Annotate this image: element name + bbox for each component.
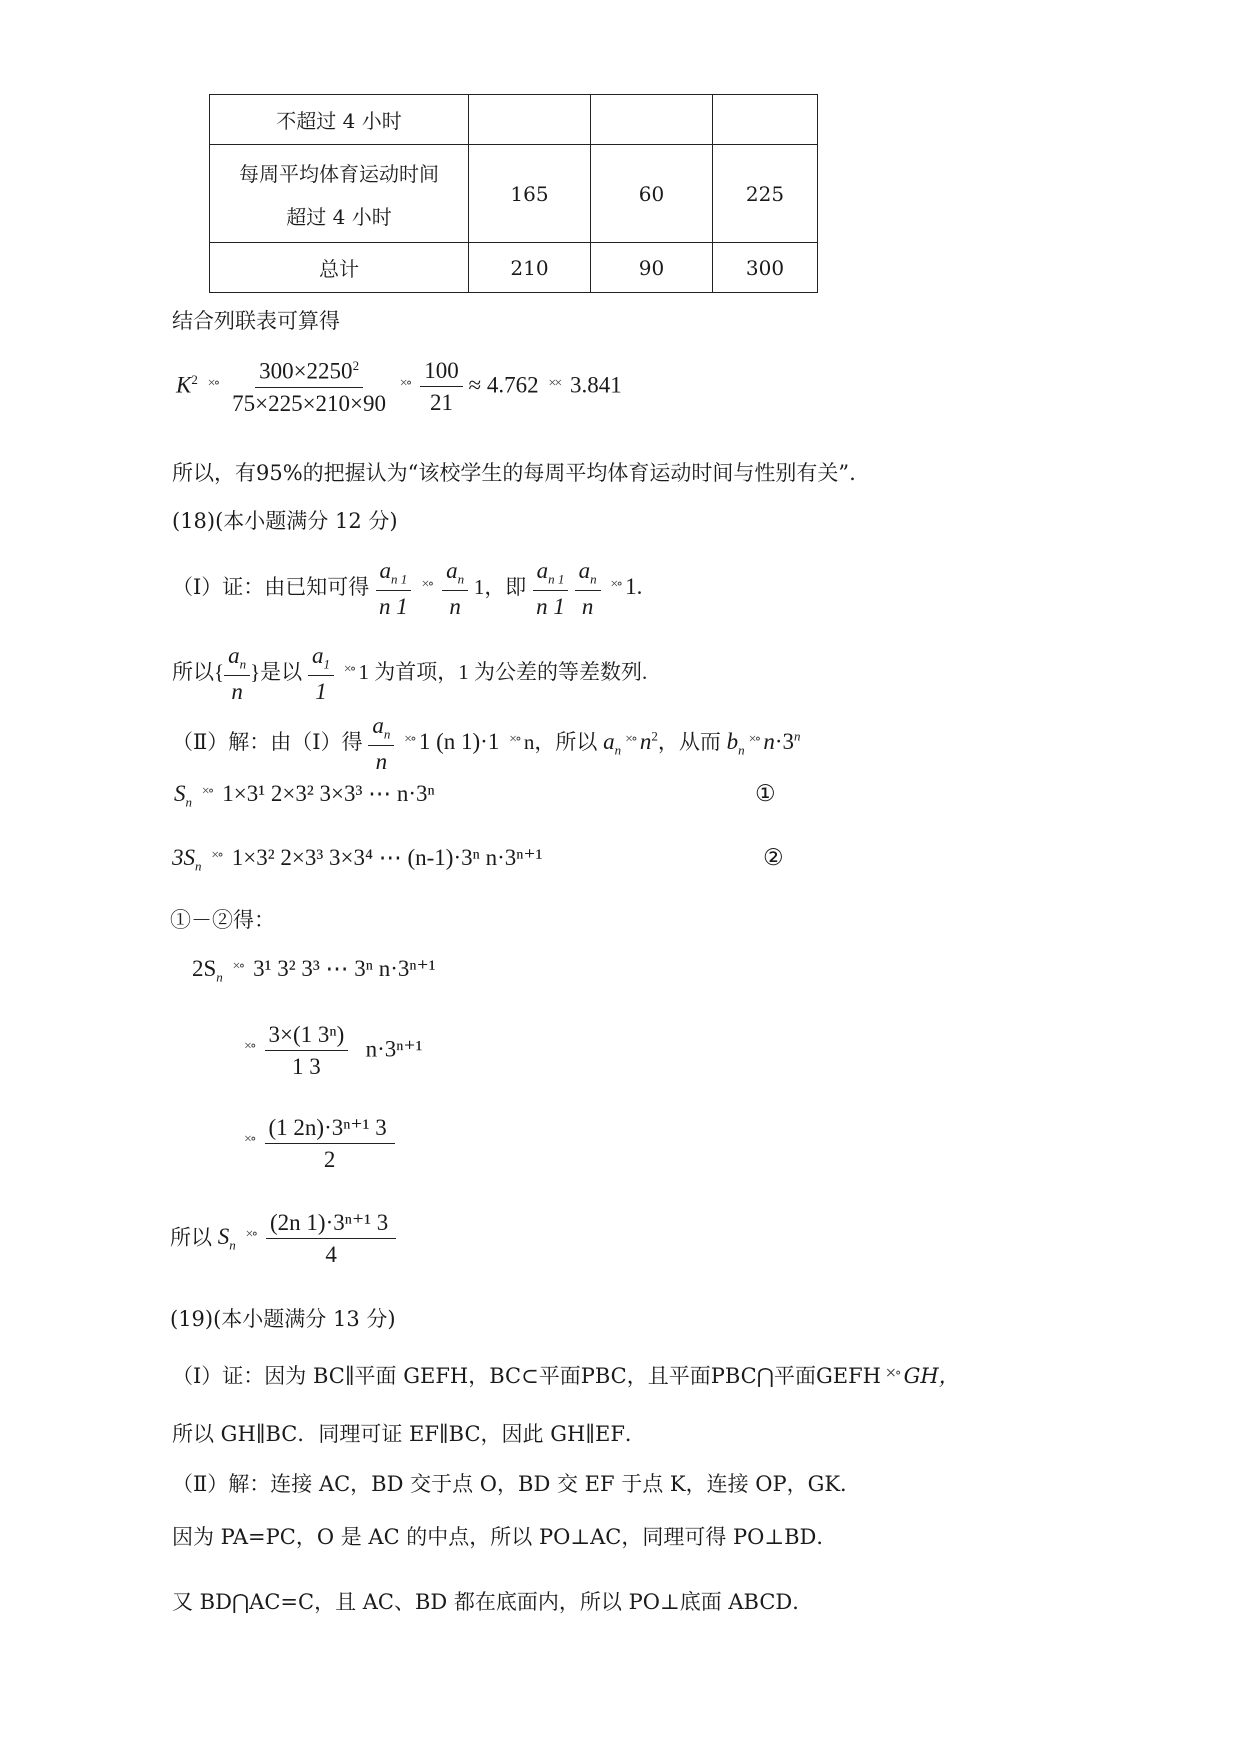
contingency-table bbox=[209, 94, 818, 293]
k2-threshold: 3.841 bbox=[569, 372, 622, 398]
p18-part1-mid: 1，即 bbox=[473, 575, 527, 600]
final-denominator: 4 bbox=[325, 1242, 337, 1267]
p18-part2-mid3: ，从而 bbox=[657, 730, 721, 755]
eq2-lhs: 3S bbox=[172, 845, 195, 870]
table-cell bbox=[469, 95, 591, 145]
table-cell: 225 bbox=[713, 145, 818, 243]
sum-line-3-numerator: (1 2n)·3ⁿ⁺¹ 3 bbox=[265, 1115, 395, 1144]
sum-lhs: 2S bbox=[192, 956, 217, 981]
k2-simplified-denominator: 21 bbox=[430, 390, 454, 416]
row-label-line: 每周平均体育运动时间 bbox=[239, 161, 439, 186]
equation-2-marker: ② bbox=[763, 845, 784, 870]
p19-line1-tail: GH， bbox=[903, 1364, 960, 1388]
sum-line-2-numerator: 3×(1 3ⁿ) bbox=[265, 1022, 349, 1051]
subtract-label: ①－②得： bbox=[170, 908, 275, 932]
p18-part1-line: （Ⅰ）证：由已知可得 $\frac{a_{n 1}}{n 1}$ ×∘ $\frac{a_n}{n}$ 1，即 $\frac{a_{n 1}}{n 1}$ $\frac{a_n}{n}$ ×∘ 1. bbox=[172, 558, 643, 619]
p19-line1: （Ⅰ）证：因为 BC∥平面 GEFH，BC⊂平面PBC，且平面PBC⋂平面GEFH ×∘ GH， bbox=[172, 1364, 960, 1388]
table-cell: 300 bbox=[713, 243, 818, 293]
table-cell: 165 bbox=[469, 145, 591, 243]
sum-line-2-tail: n·3ⁿ⁺¹ bbox=[365, 1036, 423, 1062]
problem-18-header: (18)(本小题满分 12 分) bbox=[172, 509, 398, 533]
k2-fraction-simplified bbox=[420, 358, 463, 416]
p18-part1-prefix: （Ⅰ）证：由已知可得 bbox=[172, 575, 370, 600]
final-result: 所以 $S_n$ ×∘ $\frac{\text{(2n 1)·3ⁿ⁺¹ 3}}{4}$ bbox=[170, 1210, 396, 1268]
table-cell bbox=[713, 95, 818, 145]
table-cell: 60 bbox=[591, 145, 713, 243]
sum-line-1: $2S_n$ ×∘ 3¹ 3² 3³ ⋯ 3ⁿ n·3ⁿ⁺¹ bbox=[192, 956, 436, 985]
p18-conc-prefix: 所以{ bbox=[172, 660, 225, 685]
sum-rhs: 3¹ 3² 3³ ⋯ 3ⁿ n·3ⁿ⁺¹ bbox=[253, 956, 436, 981]
p19-line2: 所以 GH∥BC．同理可证 EF∥BC，因此 GH∥EF． bbox=[172, 1422, 646, 1446]
sum-line-2-denominator: 1 3 bbox=[292, 1054, 321, 1079]
k2-denominator: 75×225×210×90 bbox=[232, 390, 387, 416]
final-numerator: (2n 1)·3ⁿ⁺¹ 3 bbox=[266, 1210, 396, 1239]
final-prefix: 所以 bbox=[170, 1225, 212, 1250]
p19-line4: 因为 PA=PC，O 是 AC 的中点，所以 PO⊥AC，同理可得 PO⊥BD． bbox=[172, 1525, 838, 1549]
k2-numerator: 300×2250 bbox=[259, 358, 353, 384]
sum-line-2: ×∘ $\frac{\text{3×(1 3ⁿ)}}{1 3}$ n·3ⁿ⁺¹ bbox=[244, 1022, 423, 1079]
k2-symbol: K bbox=[176, 372, 192, 398]
k2-formula: $K^2$ ×∘ $\frac{300\times 2250^2}{75\times 225\times 210\times 90}$ ×∘ $\frac{100}{21}$ ≈ 4.762 ×× 3.841 bbox=[176, 358, 622, 416]
table-cell bbox=[591, 95, 713, 145]
equation-1: $S_n$ ×∘ 1×3¹ 2×3² 3×3³ ⋯ n·3ⁿ bbox=[174, 781, 435, 810]
p18-part2-line: （Ⅱ）解：由（Ⅰ）得 $\frac{a_n}{n}$ ×∘ 1 (n 1)·1 ×∘ n，所以 $a_n^{\times\circ}$ $n^2$，从而 $b_n^{\times\circ}$ $n\cdot 3^n$ bbox=[172, 713, 801, 774]
sum-line-3-denominator: 2 bbox=[323, 1147, 336, 1172]
p18-part2-mid2: n，所以 bbox=[523, 730, 598, 755]
equation-1-marker: ① bbox=[755, 781, 776, 806]
table-row bbox=[210, 243, 818, 293]
p18-conc-suffix: 1 为首项，1 为公差的等差数列. bbox=[358, 660, 648, 685]
table-row bbox=[210, 95, 818, 145]
p19-line1-text: （Ⅰ）证：因为 BC∥平面 GEFH，BC⊂平面PBC，且平面PBC⋂平面GEFH bbox=[172, 1364, 881, 1388]
eq1-rhs: 1×3¹ 2×3² 3×3³ ⋯ n·3ⁿ bbox=[222, 781, 435, 806]
p18-conc-mid: }是以 bbox=[250, 660, 303, 685]
k2-simplified-numerator: 100 bbox=[420, 358, 463, 387]
intro-text: 结合列联表可算得 bbox=[172, 309, 340, 333]
eq2-rhs: 1×3² 2×3³ 3×3⁴ ⋯ (n-1)·3ⁿ n·3ⁿ⁺¹ bbox=[231, 845, 543, 870]
row-label bbox=[210, 145, 469, 243]
table-row bbox=[210, 145, 818, 243]
table-cell: 210 bbox=[469, 243, 591, 293]
problem-19-header: (19)(本小题满分 13 分) bbox=[170, 1307, 396, 1331]
p18-part1-conclusion: 所以{ $\frac{a_n}{n}$ }是以 $\frac{a_1}{1}$ ×∘ 1 为首项，1 为公差的等差数列. bbox=[172, 643, 648, 704]
p18-part2-prefix: （Ⅱ）解：由（Ⅰ）得 bbox=[172, 730, 363, 755]
sum-line-3: ×∘ $\frac{\text{(1 2n)·3ⁿ⁺¹ 3}}{2}$ bbox=[240, 1115, 395, 1173]
conclusion-17: 所以，有95%的把握认为“该校学生的每周平均体育运动时间与性别有关”. bbox=[172, 461, 856, 485]
p19-line5: 又 BD⋂AC=C，且 AC、BD 都在底面内，所以 PO⊥底面 ABCD． bbox=[172, 1590, 814, 1614]
k2-fraction: $\frac{300\times 2250^2}{75\times 225\times 210\times 90}$ bbox=[228, 358, 390, 417]
eq1-lhs: S bbox=[174, 781, 186, 806]
row-label-line: 超过 4 小时 bbox=[286, 204, 392, 229]
row-label: 总计 bbox=[210, 243, 469, 293]
row-label: 不超过 4 小时 bbox=[210, 95, 469, 145]
p18-part2-mid1: (n 1)·1 bbox=[436, 729, 500, 755]
table-cell: 90 bbox=[591, 243, 713, 293]
equation-2: $3S_n$ ×∘ 1×3² 2×3³ 3×3⁴ ⋯ (n-1)·3ⁿ n·3ⁿ⁺¹ bbox=[172, 845, 543, 874]
p19-line3: （Ⅱ）解：连接 AC，BD 交于点 O，BD 交 EF 于点 K，连接 OP，GK． bbox=[172, 1472, 862, 1496]
k2-approx: ≈ 4.762 bbox=[468, 372, 539, 398]
